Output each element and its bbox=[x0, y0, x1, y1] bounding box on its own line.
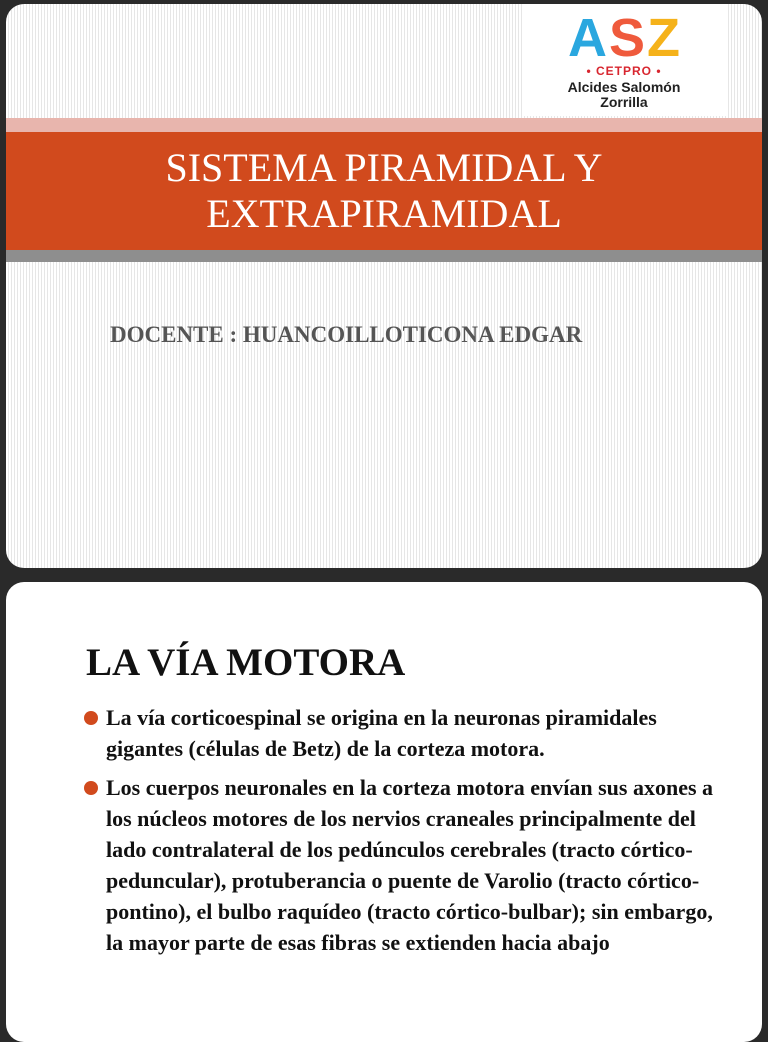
svg-text:ASZ: ASZ bbox=[567, 8, 683, 64]
slide-title-line1: SISTEMA PIRAMIDAL Y bbox=[165, 145, 603, 190]
bullet-dot-icon bbox=[84, 711, 98, 725]
title-slide bbox=[6, 4, 762, 568]
title-top-stripe bbox=[6, 118, 762, 132]
slide-title-line2: EXTRAPIRAMIDAL bbox=[206, 191, 562, 236]
institution-logo bbox=[522, 4, 726, 116]
title-bottom-stripe bbox=[6, 250, 762, 262]
logo-cetpro-label: • CETPRO • bbox=[586, 64, 662, 78]
logo-name-line1: Alcides Salomón bbox=[567, 79, 681, 95]
bullet-dot-icon bbox=[84, 781, 98, 795]
bullet-text: Los cuerpos neuronales en la corteza motora envían sus axones a los núcleos motores de los nervios craneales principalmente del lado contralateral de los pedúnculos cerebrales (tracto córtico-peduncular), protuberancia o puente de Varolio (tracto córtico-pontino), el bulbo raquídeo (tracto córtico-bulbar); sin embargo, la mayor parte de esas fibras se extienden hacia abajo bbox=[106, 775, 714, 955]
asz-logo-icon bbox=[540, 8, 710, 64]
bullet-item bbox=[80, 702, 730, 764]
bullet-text: La vía corticoespinal se origina en la neuronas piramidales gigantes (células de Betz) de la corteza motora. bbox=[106, 705, 657, 761]
title-band bbox=[6, 132, 762, 250]
bullet-list bbox=[80, 702, 730, 966]
content-slide-title: LA VÍA MOTORA bbox=[86, 641, 406, 684]
logo-name-line2: Zorrilla bbox=[600, 94, 648, 110]
bullet-item bbox=[80, 772, 730, 958]
slide-title bbox=[165, 145, 602, 237]
content-slide bbox=[6, 582, 762, 1042]
slide-subtitle: DOCENTE : HUANCOILLOTICONA EDGAR bbox=[110, 322, 583, 347]
